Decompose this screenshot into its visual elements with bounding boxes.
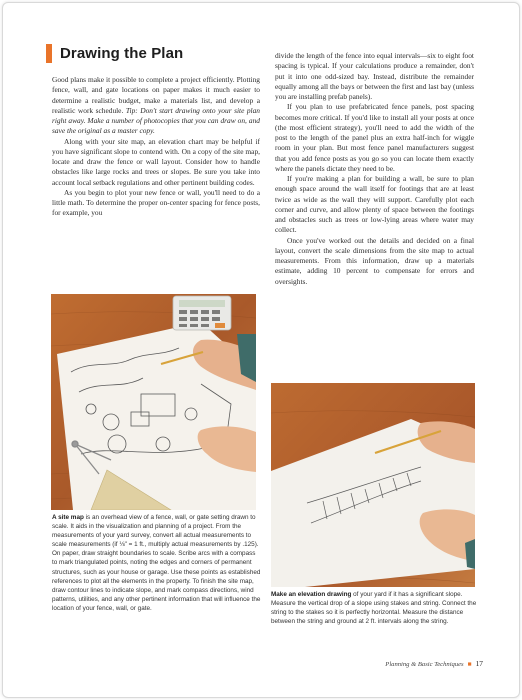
right-text-column [275,51,474,287]
paragraph: divide the length of the fence into equal intervals—six to eight foot spacing is typical. If your calculations produce a remainder, don't put it into one odd-sized bay. Instead, distribute the remainder equally among all the bays or between the first and last bay (unless you are installing prefab panels). [275,51,474,101]
book-page [2,2,520,698]
left-text-column [52,75,260,219]
caption-lead: A site map [52,514,84,521]
tip-text: Tip: Don't start drawing onto your site plan right away. Make a number of photocopies that you can draw on, and save the original as a master copy. [52,105,261,136]
paragraph [52,75,260,137]
caption-lead: Make an elevation drawing [271,591,352,598]
paragraph: If you're making a plan for building a wall, be sure to plan enough space around the wall itself for footings that are at least twice as wide as the wall they will support. Carefully plot each corner and curve, and allow plenty of space between the footings and obstacles such as trees or low-lying areas where water may collect. [275,174,474,235]
paragraph: As you begin to plot your new fence or wall, you'll need to do a little math. To determine the proper on-center spacing for fence posts, for example, you [52,187,260,218]
paragraph: Once you've worked out the details and decided on a final layout, convert the scale dimensions from the site map to actual measurements. From this information, draw up a materials estimate, adding 10 percent to compensate for errors and oversights. [275,235,474,286]
elevation-caption [271,590,477,626]
elevation-drawing-photo [271,383,475,587]
accent-bar [46,44,52,63]
page-footer [333,659,483,668]
page-number: 17 [475,659,483,668]
site-map-caption [52,513,262,613]
site-map-illustration [51,294,256,510]
caption-text: is an overhead view of a fence, wall, or gate setting drawn to scale. It aids in the visualization and planning of a project. From the measurements of your yard survey, convert all actual measurements to scale measurements (if ⅛" = 1 ft., multiply actual measurements by .125). On paper, draw straight boundaries to scale. Scribe arcs with a compass to mark triangulated points, noting the edges and corners of permanent structures, such as your house or garage. Use these points as established references to plot all the elements in the property. To finish the site map, draw contour lines to indicate slope, and mark compass directions, wind patterns, utilities, and any other pertinent information that will influence the location of your fence, wall, or gate. [52,514,261,612]
paragraph-text: Good plans make it possible to complete a project efficiently. Plotting fence, wall, and gate locations on paper makes it much easier to determine a realistic budget, make a materials list, and develop a realistic work schedule. [52,75,260,115]
caption-text: of your yard if it has a significant slope. Measure the vertical drop of a slope using stakes and string. Connect the string to the stakes so it is perfectly horizontal. Measure the distance between the string and ground at 2 ft. intervals along the string. [271,591,477,626]
site-map-photo [51,294,256,510]
footer-separator: ■ [467,661,472,668]
footer-section-title: Planning & Basic Techniques [385,661,464,668]
calculator-icon [173,296,231,330]
elevation-illustration [271,383,475,587]
page-title: Drawing the Plan [60,44,184,62]
paragraph: Along with your site map, an elevation chart may be helpful if you have significant slope to contend with. On a copy of the site map, locate and draw the fence or wall layout. Consider how to handle obstacles like large rocks and trees or slopes. Be sure you take into account local setback regulations and other pertinent building codes. [52,136,260,187]
paragraph: If you plan to use prefabricated fence panels, post spacing becomes more critical. If you'd like to install all your posts at once (the most efficient strategy), you'll need to add the width of the post to the length of the panel plus an extra half-inch for wiggle room in your plan. But most fence panel manufacturers suggest that you add fence posts as you go so you can locate them exactly where the panels dictate they need to be. [275,102,474,173]
section-heading [46,43,183,63]
